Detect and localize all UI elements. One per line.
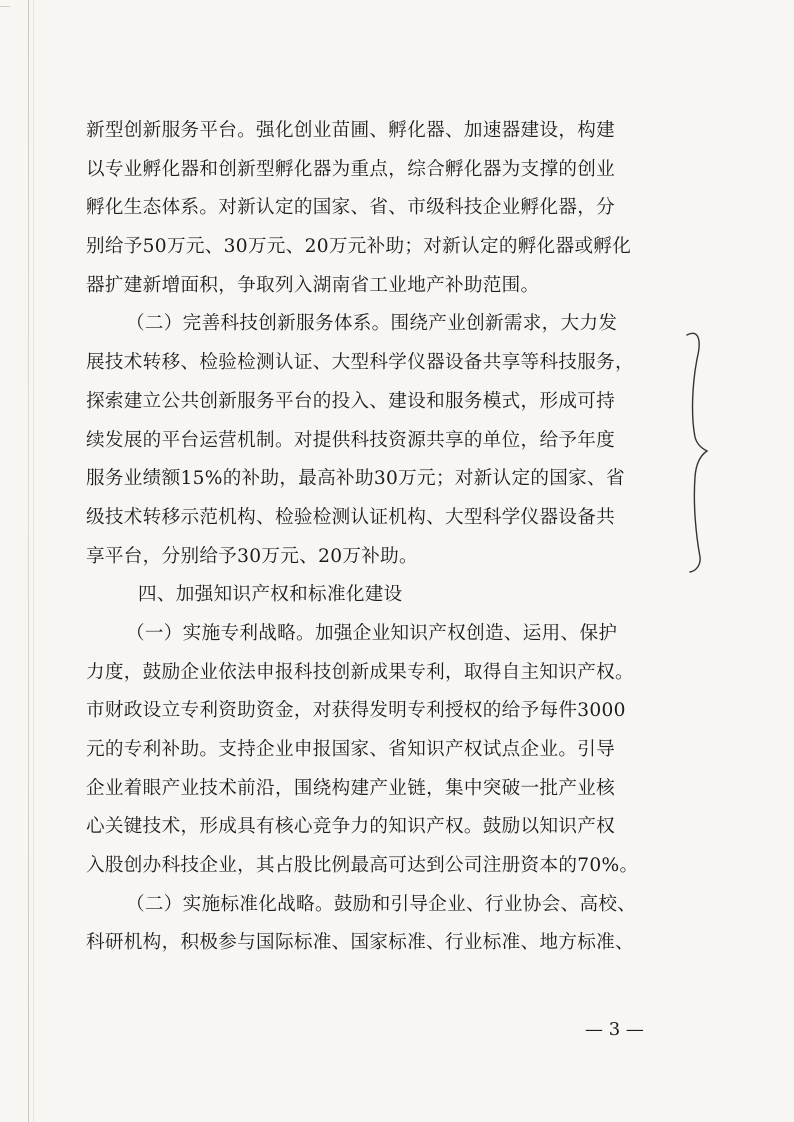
page-number: — 3 — [585, 1019, 644, 1040]
text-line-17: 元的专利补助。支持企业申报国家、省知识产权试点企业。引导 [86, 739, 616, 760]
text-line-16: 市财政设立专利资助资金，对获得发明专利授权的给予每件3000 [86, 700, 626, 722]
text-line-2: 以专业孵化器和创新型孵化器为重点，综合孵化器为支撑的创业 [86, 158, 616, 180]
chapter-4-heading: 四、加强知识产权和标准化建设 [138, 584, 403, 606]
text-line-11: 级技术转移示范机构、检验检测认证机构、大型科学仪器设备共 [86, 506, 616, 528]
scan-edge-shadow-secondary [33, 0, 34, 1122]
text-line-15: 力度，鼓励企业依法申报科技创新成果专利，取得自主知识产权。 [86, 661, 634, 683]
text-line-4: 别给予50万元、30万元、20万元补助；对新认定的孵化器或孵化 [86, 236, 632, 258]
handwritten-brace-mark [684, 325, 710, 575]
text-line-8: 探索建立公共创新服务平台的投入、建设和服务模式，形成可持 [86, 390, 616, 412]
text-line-5: 器扩建新增面积，争取列入湖南省工业地产补助范围。 [86, 274, 540, 296]
section-2-heading-line: （二）完善科技创新服务体系。围绕产业创新需求，大力发 [126, 313, 618, 335]
scan-edge-shadow [28, 0, 29, 1122]
text-line-7: 展技术转移、检验检测认证、大型科学仪器设备共享等科技服务， [86, 352, 634, 374]
text-line-12: 享平台，分别给予30万元、20万补助。 [86, 545, 418, 567]
text-line-10: 服务业绩额15%的补助，最高补助30万元；对新认定的国家、省 [86, 468, 625, 490]
scan-corner-mark [0, 6, 10, 7]
text-line-1: 新型创新服务平台。强化创业苗圃、孵化器、加速器建设，构建 [86, 120, 616, 141]
text-line-20: 入股创办科技企业，其占股比例最高可达到公司注册资本的70%。 [86, 855, 639, 877]
subsection-2-heading-line: （二）实施标准化战略。鼓励和引导企业、行业协会、高校、 [126, 893, 637, 915]
document-body [86, 112, 686, 963]
text-line-3: 孵化生态体系。对新认定的国家、省、市级科技企业孵化器，分 [86, 197, 616, 219]
text-line-9: 续发展的平台运营机制。对提供科技资源共享的单位，给予年度 [86, 429, 616, 451]
text-line-22: 科研机构，积极参与国际标准、国家标准、行业标准、地方标准、 [86, 932, 634, 954]
text-line-18: 企业着眼产业技术前沿，围绕构建产业链，集中突破一批产业核 [86, 777, 616, 799]
subsection-1-heading-line: （一）实施专利战略。加强企业知识产权创造、运用、保护 [126, 622, 618, 644]
text-line-19: 心关键技术，形成具有核心竞争力的知识产权。鼓励以知识产权 [86, 816, 616, 838]
